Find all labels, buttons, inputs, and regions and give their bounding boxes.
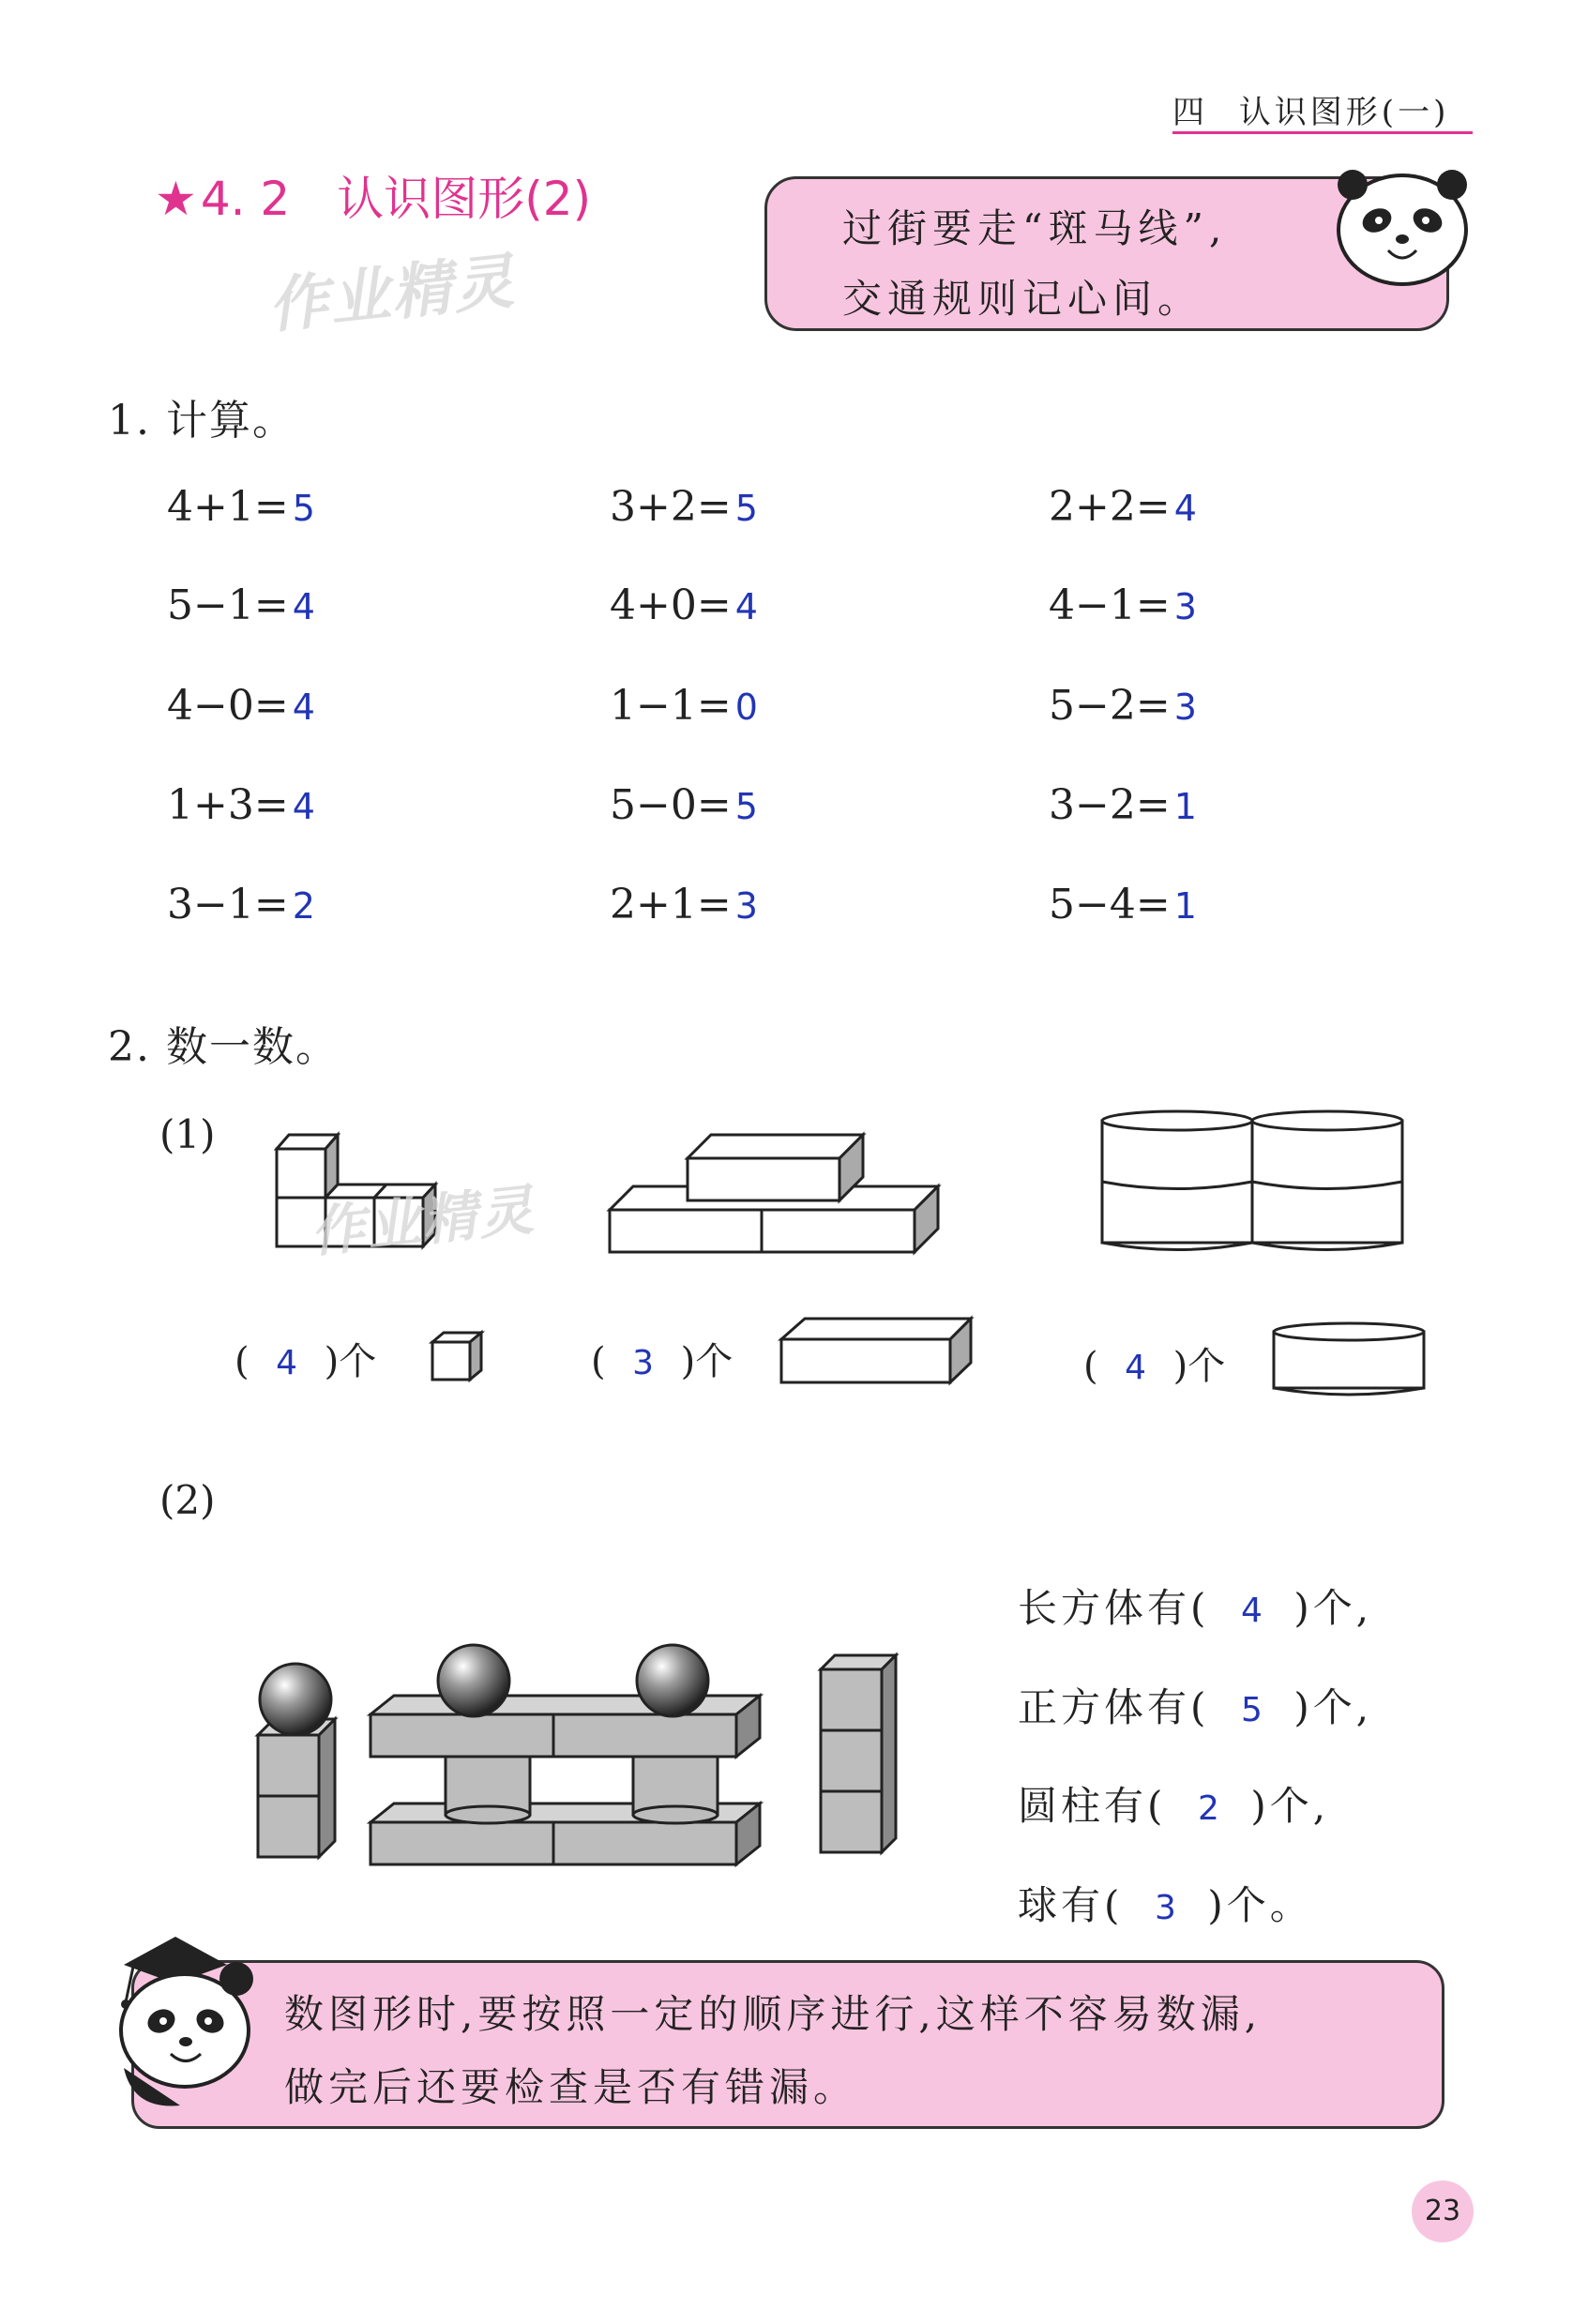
unit-text: )个, [1293, 1684, 1373, 1730]
equation-answer: 4 [292, 586, 315, 627]
equation-answer: 3 [1173, 586, 1197, 627]
equation-expr: 1+3= [167, 781, 289, 829]
equation-expr: 2+2= [1049, 483, 1171, 531]
tip-line-1: 数图形时,要按照一定的顺序进行,这样不容易数漏, [284, 1991, 1263, 2037]
equation-expr: 4−0= [167, 682, 289, 730]
equation-answer: 5 [734, 786, 758, 827]
paren-open: ( [234, 1340, 250, 1383]
answer-value: 4 [276, 1344, 298, 1382]
unit-text: )个, [1250, 1783, 1330, 1829]
equation [167, 581, 315, 629]
equation-answer: 4 [734, 586, 758, 627]
equation-expr: 4+0= [610, 581, 732, 629]
unit-text: )个。 [1207, 1882, 1313, 1928]
answer-value: 5 [1240, 1691, 1263, 1729]
panda-icon [1332, 164, 1473, 286]
lesson-name: 认识图形(2) [337, 172, 592, 226]
equation [167, 781, 315, 829]
equation-expr: 3−1= [167, 881, 289, 928]
equation-answer: 0 [734, 687, 758, 728]
count-label: 长方体有( [1018, 1585, 1210, 1631]
q2-part2-label: (2) [159, 1477, 216, 1523]
equation-answer: 3 [734, 885, 758, 927]
lesson-title [155, 161, 591, 229]
q2-part1-label: (1) [159, 1111, 216, 1157]
equation [1049, 781, 1197, 829]
equation-expr: 4+1= [167, 483, 289, 531]
equation-answer: 2 [292, 885, 315, 927]
lesson-number: 4. 2 [200, 172, 291, 226]
count-label: 正方体有( [1018, 1684, 1210, 1730]
paren-open: ( [1083, 1345, 1098, 1388]
equation [610, 682, 758, 730]
tip-line-2: 交通规则记心间。 [842, 276, 1203, 322]
equation [610, 581, 758, 629]
q1-title: 1. 计算。 [108, 397, 295, 445]
cylinder-icon [1271, 1320, 1430, 1400]
answer-value: 3 [1154, 1889, 1176, 1927]
count-cube [1018, 1677, 1372, 1733]
equation [610, 781, 758, 829]
equation-answer: 3 [1173, 687, 1197, 728]
answer-blank [591, 1332, 733, 1385]
equation-expr: 3−2= [1049, 781, 1171, 829]
tip-line-2: 做完后还要检查是否有错漏。 [284, 2064, 858, 2110]
unit-text: )个 [324, 1340, 377, 1383]
equation [1049, 581, 1197, 629]
equation [167, 881, 315, 928]
q2-title: 2. 数一数。 [108, 1023, 339, 1071]
equation-expr: 4−1= [1049, 581, 1171, 629]
equation [610, 483, 758, 531]
star-icon: ★ [155, 172, 197, 226]
equation-expr: 1−1= [610, 682, 732, 730]
chapter-header [1172, 86, 1449, 132]
equation-expr: 2+1= [610, 881, 732, 928]
cube-icon [430, 1330, 486, 1381]
equation-answer: 4 [292, 786, 315, 827]
answer-value: 2 [1197, 1789, 1219, 1828]
unit-text: )个 [1172, 1345, 1226, 1388]
answer-blank [1083, 1336, 1225, 1390]
equation-expr: 5−2= [1049, 682, 1171, 730]
cuboid-stack-figure [605, 1130, 961, 1257]
count-sphere [1018, 1875, 1313, 1931]
equation [610, 881, 758, 928]
paren-open: ( [591, 1340, 606, 1383]
header-underline [1172, 131, 1473, 134]
equation-expr: 5−0= [610, 781, 732, 829]
answer-value: 4 [1125, 1349, 1147, 1387]
answer-value: 4 [1240, 1592, 1263, 1630]
equation-answer: 1 [1173, 786, 1197, 827]
tip-line-1: 过街要走“斑马线”, [842, 205, 1228, 251]
equation [1049, 881, 1197, 928]
equation-answer: 4 [292, 687, 315, 728]
equation-expr: 5−4= [1049, 881, 1171, 928]
answer-value: 3 [632, 1344, 655, 1382]
chapter-title: 认识图形(一) [1238, 94, 1450, 131]
panda-graduate-icon [105, 1927, 274, 2115]
equation-expr: 5−1= [167, 581, 289, 629]
equation [1049, 483, 1197, 531]
equation [167, 483, 315, 531]
unit-text: )个 [680, 1340, 734, 1383]
count-cylinder [1018, 1775, 1329, 1832]
equation-expr: 3+2= [610, 483, 732, 531]
chapter-unit: 四 [1172, 94, 1208, 131]
answer-blank [234, 1332, 376, 1385]
equation-answer: 4 [1173, 488, 1197, 529]
mixed-shapes-figure [249, 1637, 905, 1880]
tip-box-bottom [131, 1960, 1444, 2129]
watermark: 作业精灵 [265, 247, 519, 342]
cuboid-icon [779, 1316, 975, 1386]
equation-answer: 5 [292, 488, 315, 529]
watermark: 作业精灵 [307, 1177, 538, 1265]
page-number: 23 [1412, 2181, 1474, 2242]
unit-text: )个, [1293, 1585, 1373, 1631]
cylinder-stack-figure [1097, 1107, 1416, 1257]
equation [1049, 682, 1197, 730]
equation-answer: 5 [734, 488, 758, 529]
count-cuboid [1018, 1577, 1372, 1634]
equation-answer: 1 [1173, 885, 1197, 927]
count-label: 球有( [1018, 1882, 1124, 1928]
count-label: 圆柱有( [1018, 1783, 1167, 1829]
equation [167, 682, 315, 730]
